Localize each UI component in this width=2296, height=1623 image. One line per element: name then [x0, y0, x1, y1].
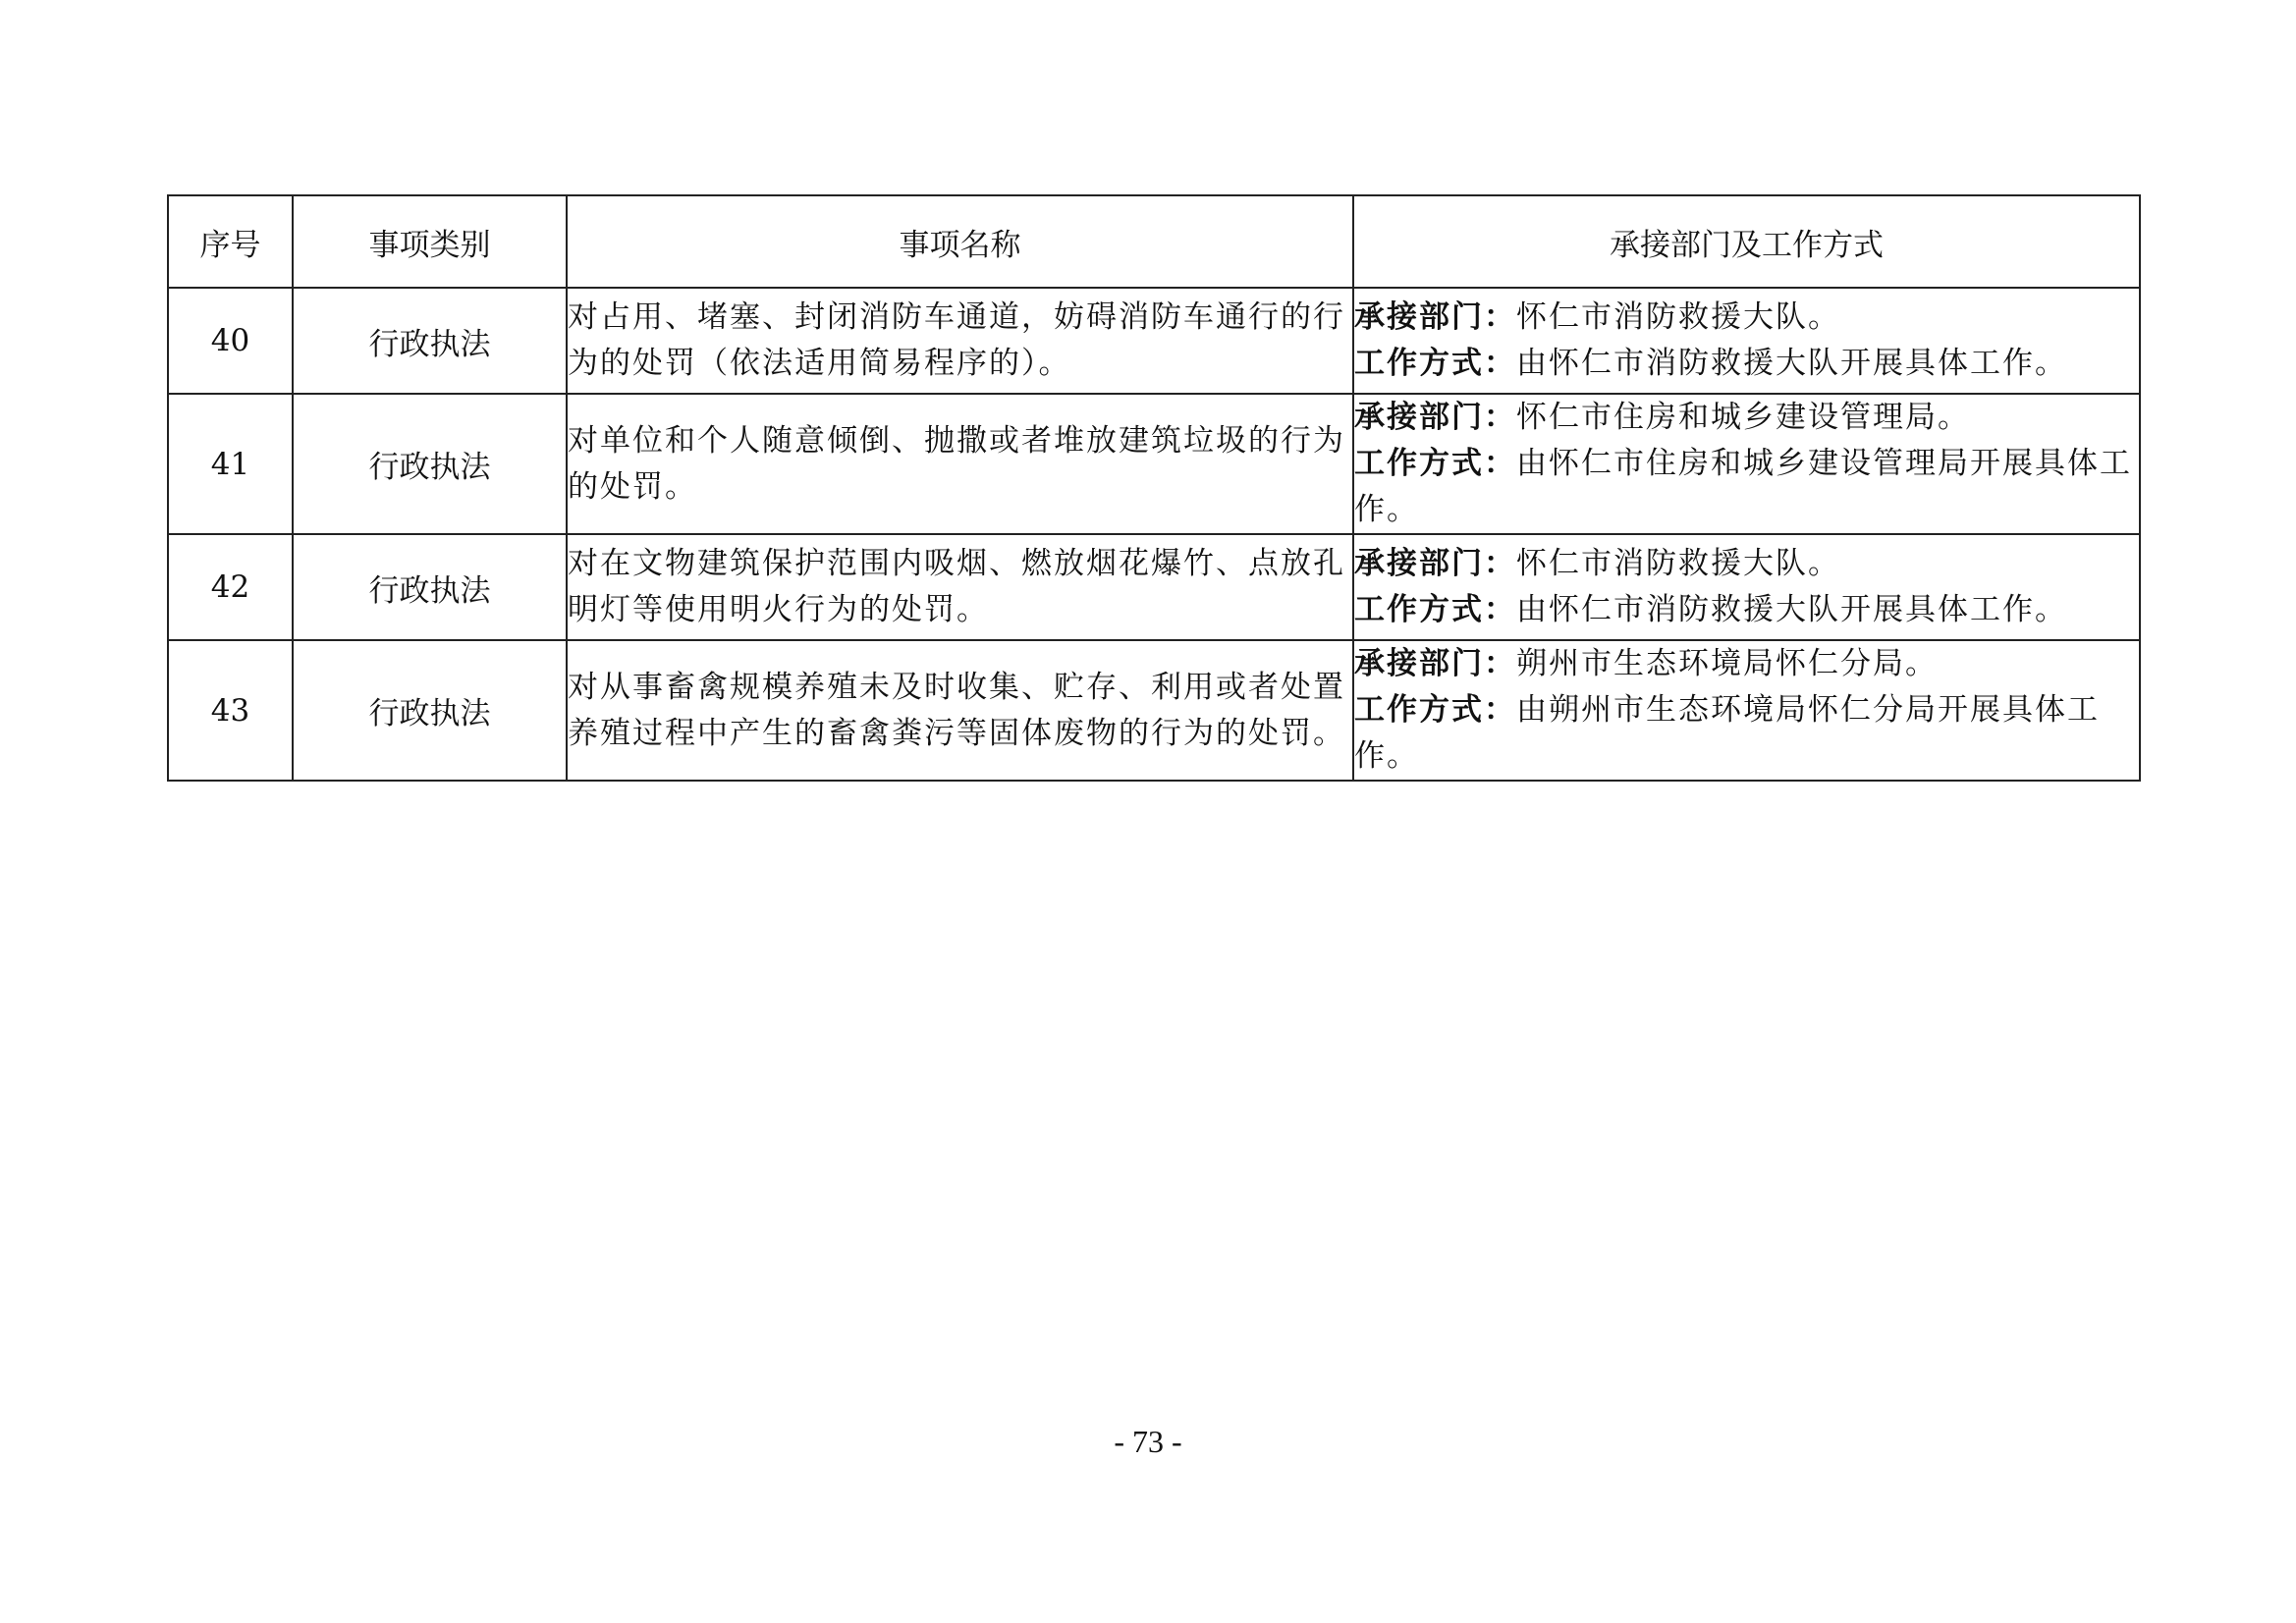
method-label: 工作方式： — [1354, 592, 1516, 627]
method-value: 由怀仁市住房和城乡建设管理局开展具体工作。 — [1354, 446, 2132, 527]
department-label: 承接部门： — [1354, 646, 1516, 681]
department-line — [1354, 395, 2139, 441]
method-value: 由怀仁市消防救援大队开展具体工作。 — [1516, 592, 2067, 627]
row-no: 40 — [168, 288, 293, 394]
row-department — [1353, 640, 2140, 781]
row-category: 行政执法 — [293, 394, 567, 534]
header-name: 事项名称 — [567, 195, 1353, 288]
department-label: 承接部门： — [1354, 546, 1516, 581]
table-row — [168, 640, 2140, 781]
table-row — [168, 288, 2140, 394]
method-label: 工作方式： — [1354, 692, 1516, 728]
row-category: 行政执法 — [293, 640, 567, 781]
row-no: 43 — [168, 640, 293, 781]
department-value: 怀仁市住房和城乡建设管理局。 — [1516, 400, 1970, 435]
row-no: 42 — [168, 534, 293, 640]
table-row — [168, 534, 2140, 640]
method-line — [1354, 687, 2139, 780]
items-table — [167, 194, 2141, 782]
row-name: 对单位和个人随意倾倒、抛撒或者堆放建筑垃圾的行为的处罚。 — [567, 394, 1353, 534]
method-value: 由怀仁市消防救援大队开展具体工作。 — [1516, 346, 2067, 381]
row-department — [1353, 394, 2140, 534]
page-number: - 73 - — [1114, 1424, 1182, 1459]
department-label: 承接部门： — [1354, 299, 1516, 335]
row-department — [1353, 534, 2140, 640]
department-value: 朔州市生态环境局怀仁分局。 — [1516, 646, 1938, 681]
table-row — [168, 394, 2140, 534]
method-line — [1354, 441, 2139, 533]
header-no: 序号 — [168, 195, 293, 288]
department-line — [1354, 295, 2139, 341]
method-label: 工作方式： — [1354, 346, 1516, 381]
department-label: 承接部门： — [1354, 400, 1516, 435]
header-category: 事项类别 — [293, 195, 567, 288]
department-line — [1354, 541, 2139, 587]
method-value: 由朔州市生态环境局怀仁分局开展具体工作。 — [1354, 692, 2100, 774]
row-category: 行政执法 — [293, 288, 567, 394]
method-line — [1354, 587, 2139, 633]
row-name: 对占用、堵塞、封闭消防车通道，妨碍消防车通行的行为的处罚（依法适用简易程序的）。 — [567, 288, 1353, 394]
table-header-row — [168, 195, 2140, 288]
department-line — [1354, 641, 2139, 687]
row-name: 对从事畜禽规模养殖未及时收集、贮存、利用或者处置养殖过程中产生的畜禽粪污等固体废物的行为的处罚。 — [567, 640, 1353, 781]
row-category: 行政执法 — [293, 534, 567, 640]
row-department — [1353, 288, 2140, 394]
department-value: 怀仁市消防救援大队。 — [1516, 299, 1840, 335]
row-name: 对在文物建筑保护范围内吸烟、燃放烟花爆竹、点放孔明灯等使用明火行为的处罚。 — [567, 534, 1353, 640]
row-no: 41 — [168, 394, 293, 534]
method-line — [1354, 341, 2139, 387]
department-value: 怀仁市消防救援大队。 — [1516, 546, 1840, 581]
method-label: 工作方式： — [1354, 446, 1516, 481]
header-department: 承接部门及工作方式 — [1353, 195, 2140, 288]
